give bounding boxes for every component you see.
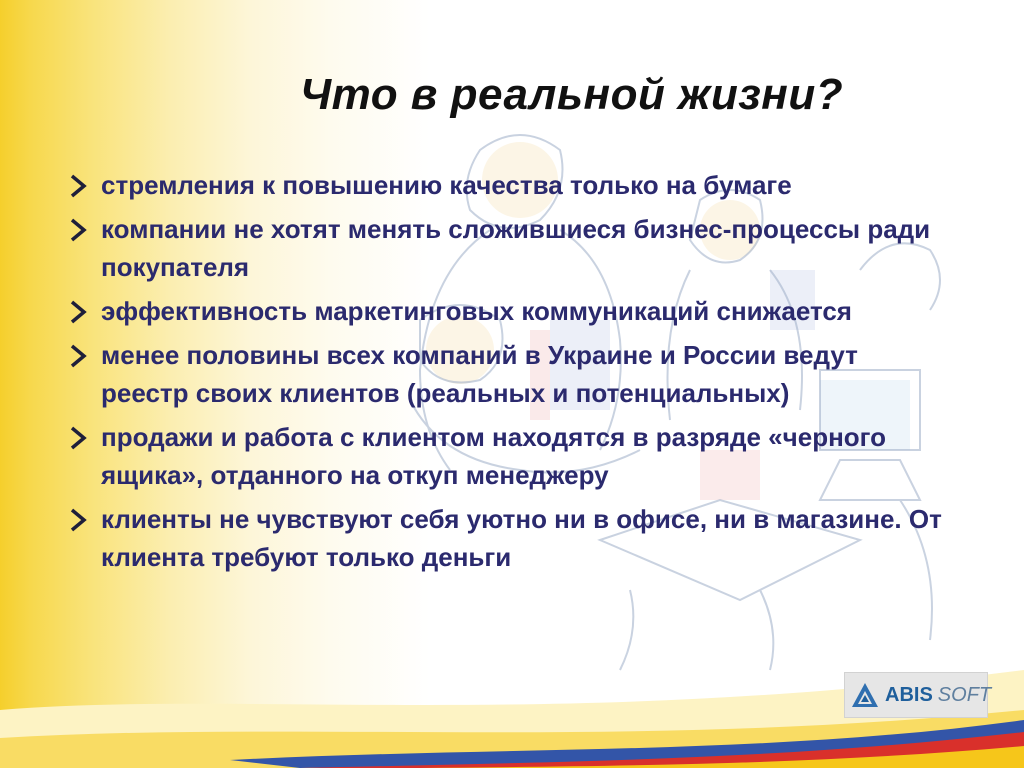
triangle-logo-icon	[851, 681, 879, 709]
arrowhead-bullet-icon	[68, 418, 94, 456]
abis-soft-logo	[844, 672, 992, 718]
arrowhead-bullet-icon	[68, 292, 94, 330]
logo-brand-text: ABIS	[885, 683, 933, 706]
bullet-item	[64, 292, 944, 330]
bullet-text: клиенты не чувствуют себя уютно ни в офисе, ни в магазине. От клиента требуют только деньги	[101, 504, 942, 572]
logo-suffix-text: SOFT	[937, 683, 992, 706]
bullet-text: менее половины всех компаний в Украине и России ведут реестр своих клиентов (реальных и потенциальных)	[101, 340, 858, 408]
bullet-list	[64, 166, 944, 582]
bullet-item	[64, 336, 944, 412]
bullet-item	[64, 166, 944, 204]
bullet-text: эффективность маркетинговых коммуникаций снижается	[101, 296, 852, 326]
bullet-text: стремления к повышению качества только на бумаге	[101, 170, 792, 200]
slide-title: Что в реальной жизни?	[300, 70, 844, 119]
arrowhead-bullet-icon	[68, 210, 94, 248]
decorative-wave-stripes	[0, 560, 1024, 768]
arrowhead-bullet-icon	[68, 500, 94, 538]
bullet-item	[64, 210, 944, 286]
arrowhead-bullet-icon	[68, 166, 94, 204]
arrowhead-bullet-icon	[68, 336, 94, 374]
bullet-text: компании не хотят менять сложившиеся бизнес-процессы ради покупателя	[101, 214, 931, 282]
bullet-item	[64, 418, 944, 494]
bullet-text: продажи и работа с клиентом находятся в разряде «черного ящика», отданного на откуп менеджеру	[101, 422, 887, 490]
bullet-item	[64, 500, 944, 576]
